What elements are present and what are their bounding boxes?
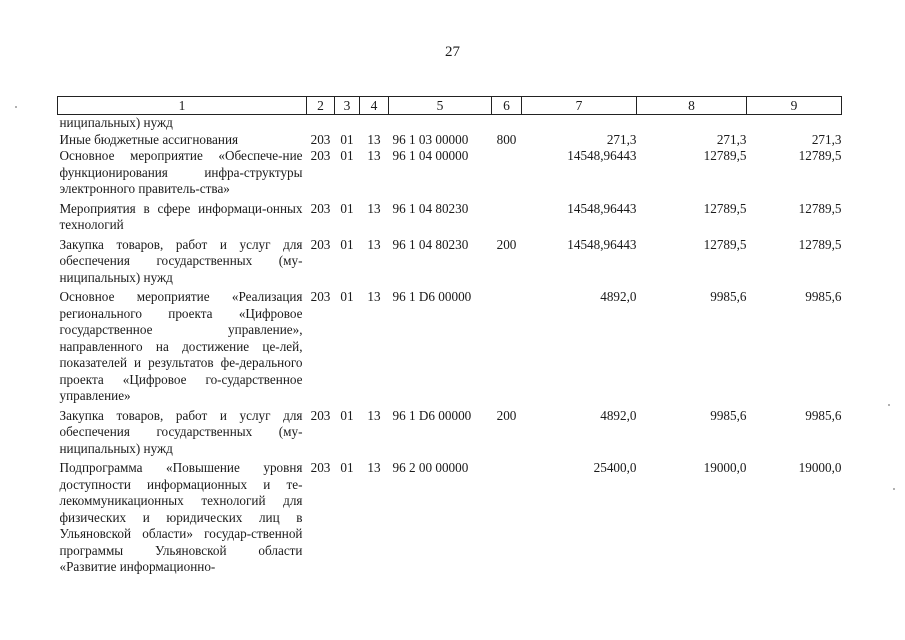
cell-value — [637, 115, 747, 132]
table-row — [58, 234, 842, 287]
cell-code: 01 — [340, 131, 354, 147]
scan-speck — [888, 404, 890, 406]
cell-value: 14548,96443 — [567, 148, 637, 163]
cell-value: 271,3 — [811, 131, 842, 147]
table-row — [58, 132, 842, 149]
cell-code — [335, 115, 360, 132]
column-header: 7 — [522, 97, 637, 115]
table-row — [58, 115, 842, 132]
cell-code: 800 — [496, 131, 517, 147]
cell-code — [492, 286, 522, 405]
cell-code: 13 — [367, 460, 381, 475]
cell-code: 203 — [310, 148, 331, 163]
column-header: 8 — [637, 97, 747, 115]
cell-code: 203 — [310, 460, 331, 475]
cell-value: 9985,6 — [805, 407, 842, 423]
cell-code: 01 — [340, 460, 354, 475]
cell-code — [307, 115, 335, 132]
table-row — [58, 405, 842, 458]
table-row — [58, 148, 842, 198]
cell-value: 9985,6 — [710, 407, 747, 423]
cell-code: 13 — [367, 131, 381, 147]
table-row — [58, 198, 842, 234]
cell-value: 9985,6 — [805, 289, 842, 304]
row-name: Подпрограмма «Повышение уровня доступности информационных и те-лекоммуникационных технологий для физических и юридических лиц в Ульяновской области» государ-ственной программы Ульяновской области «Развитие информационно- — [59, 460, 303, 574]
cell-code — [360, 115, 389, 132]
cell-value: 12789,5 — [798, 200, 842, 216]
cell-code: 203 — [310, 131, 331, 147]
column-header: 9 — [747, 97, 842, 115]
cell-value: 4892,0 — [600, 407, 637, 423]
column-header: 1 — [58, 97, 307, 115]
scan-speck — [15, 106, 17, 108]
cell-code: 96 1 04 80230 — [392, 236, 469, 252]
row-name: Мероприятия в сфере информаци-онных технологий — [59, 200, 303, 232]
cell-value: 14548,96443 — [567, 236, 637, 252]
cell-code: 203 — [310, 200, 331, 216]
cell-code: 01 — [340, 236, 354, 252]
cell-code: 96 2 00 00000 — [392, 460, 469, 475]
cell-code: 13 — [367, 289, 381, 304]
cell-value: 19000,0 — [703, 460, 747, 475]
cell-value: 9985,6 — [710, 289, 747, 304]
page-number: 27 — [445, 44, 460, 60]
cell-value: 271,3 — [606, 131, 637, 147]
cell-value: 12789,5 — [798, 148, 842, 163]
cell-code: 203 — [310, 407, 331, 423]
cell-value: 271,3 — [716, 131, 747, 147]
cell-value: 14548,96443 — [567, 200, 637, 216]
cell-code: 96 1 03 00000 — [392, 131, 469, 147]
cell-code: 203 — [310, 236, 331, 252]
cell-code: 01 — [340, 407, 354, 423]
cell-code: 200 — [496, 407, 517, 423]
column-header: 6 — [492, 97, 522, 115]
row-name: Иные бюджетные ассигнования — [59, 131, 239, 147]
cell-code: 203 — [310, 289, 331, 304]
cell-value: 25400,0 — [593, 460, 637, 475]
cell-code — [389, 115, 492, 132]
budget-table — [57, 96, 842, 576]
cell-code — [492, 115, 522, 132]
cell-value — [747, 115, 842, 132]
cell-value: 12789,5 — [703, 236, 747, 252]
cell-code: 01 — [340, 289, 354, 304]
cell-code: 13 — [367, 407, 381, 423]
cell-value: 12789,5 — [798, 236, 842, 252]
cell-code: 13 — [367, 148, 381, 163]
cell-code: 01 — [340, 200, 354, 216]
cell-code — [492, 198, 522, 234]
row-name: ниципальных) нужд — [59, 115, 173, 130]
row-name: Основное мероприятие «Обеспече-ние функционирования инфра-структуры электронного правитель-ства» — [59, 148, 303, 196]
table-header-row — [58, 97, 842, 115]
cell-code: 200 — [496, 236, 517, 252]
table-row — [58, 286, 842, 405]
cell-code: 96 1 04 80230 — [392, 200, 469, 216]
cell-value: 12789,5 — [703, 200, 747, 216]
cell-code: 96 1 04 00000 — [392, 148, 469, 163]
cell-value: 12789,5 — [703, 148, 747, 163]
row-name: Закупка товаров, работ и услуг для обеспечения государственных (му-ниципальных) нужд — [59, 407, 303, 456]
column-header: 2 — [307, 97, 335, 115]
cell-value — [522, 115, 637, 132]
scan-speck — [893, 488, 895, 490]
column-header: 4 — [360, 97, 389, 115]
cell-code: 96 1 D6 00000 — [392, 407, 472, 423]
row-name: Основное мероприятие «Реализация регионального проекта «Цифровое государственное управление», направленного на достижение це-лей, показателей и результатов фе-дерального проекта «Цифровое го-сударственное управление» — [59, 289, 303, 403]
cell-code: 13 — [367, 236, 381, 252]
cell-code: 01 — [340, 148, 354, 163]
cell-value: 19000,0 — [798, 460, 842, 475]
cell-code: 96 1 D6 00000 — [392, 289, 472, 304]
column-header: 5 — [389, 97, 492, 115]
cell-code — [492, 457, 522, 576]
cell-code — [492, 148, 522, 198]
cell-value: 4892,0 — [600, 289, 637, 304]
column-header: 3 — [335, 97, 360, 115]
row-name: Закупка товаров, работ и услуг для обеспечения государственных (му-ниципальных) нужд — [59, 236, 303, 285]
cell-code: 13 — [367, 200, 381, 216]
table-row — [58, 457, 842, 576]
